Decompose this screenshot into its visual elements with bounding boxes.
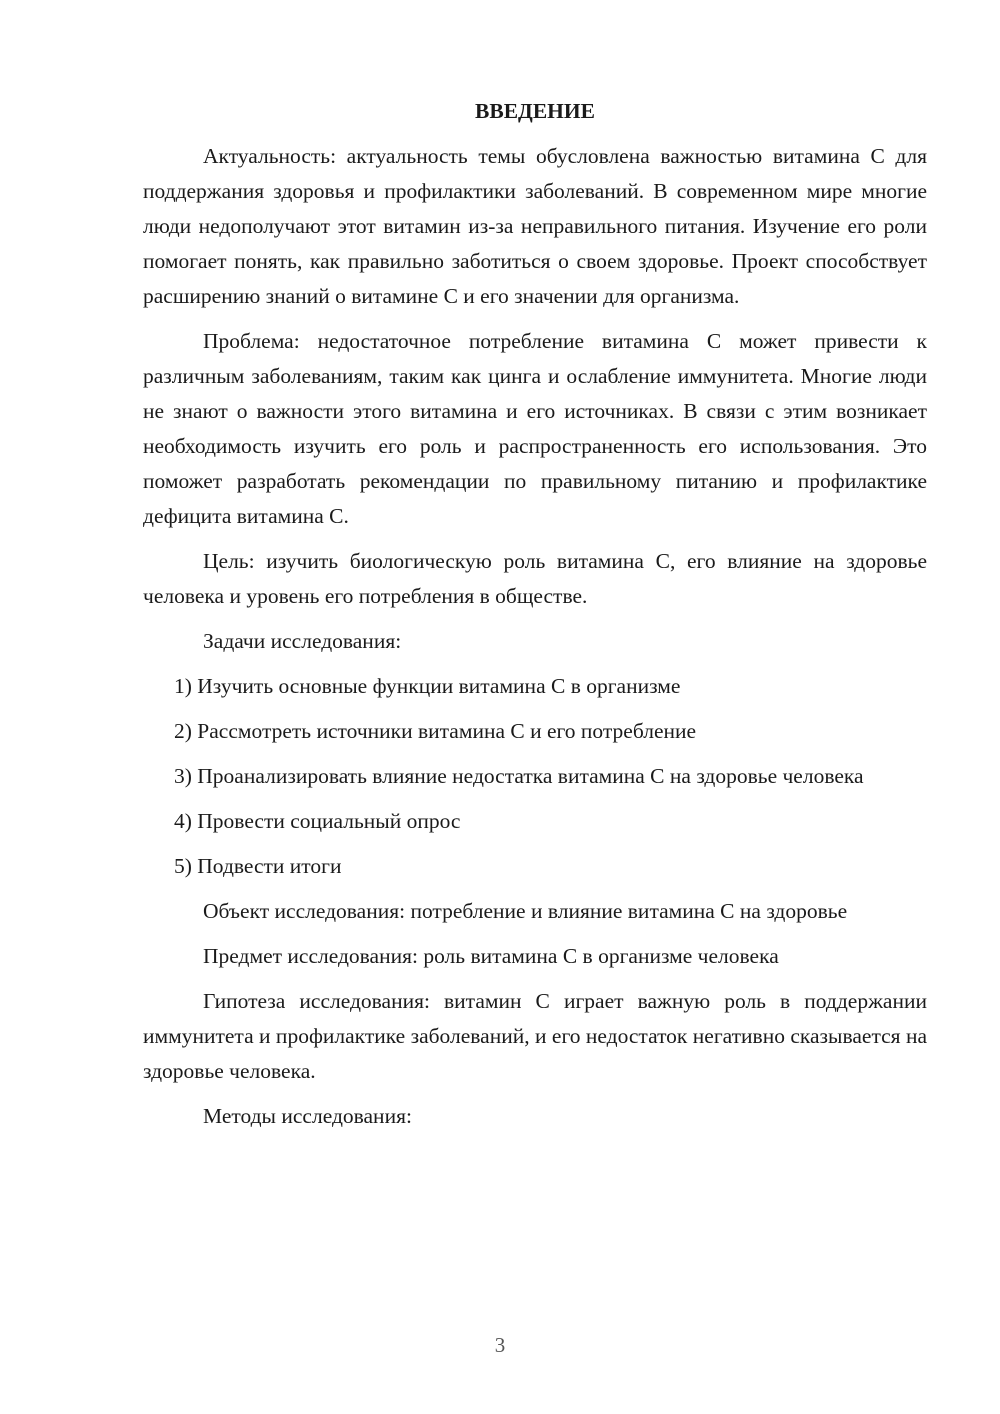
task-item-1: 1) Изучить основные функции витамина C в организме bbox=[174, 674, 681, 698]
task-item-2: 2) Рассмотреть источники витамина C и его потребление bbox=[174, 719, 697, 743]
problem-paragraph: Проблема: недостаточное потребление витамина C может привести к различным заболеваниям, таким как цинга и ослабление иммунитета. Многие люди не знают о важности этого витамина и его источниках. В связи с этим возникает необходимость изучить его роль и распространенность его использования. Это поможет разработать рекомендации по правильному питанию и профилактике дефицита витамина C. bbox=[143, 329, 927, 528]
page-number: 3 bbox=[494, 1333, 506, 1357]
hypothesis-paragraph: Гипотеза исследования: витамин C играет важную роль в поддержании иммунитета и профилактике заболеваний, и его недостаток негативно сказывается на здоровье человека. bbox=[143, 989, 927, 1083]
object-paragraph: Объект исследования: потребление и влияние витамина C на здоровье bbox=[203, 899, 848, 923]
goal-paragraph: Цель: изучить биологическую роль витамина C, его влияние на здоровье человека и уровень его потребления в обществе. bbox=[143, 549, 927, 608]
document-content bbox=[143, 92, 927, 1144]
task-item-3: 3) Проанализировать влияние недостатка витамина C на здоровье человека bbox=[174, 764, 864, 788]
methods-heading: Методы исследования: bbox=[203, 1104, 412, 1128]
relevance-paragraph: Актуальность: актуальность темы обусловлена важностью витамина C для поддержания здоровья и профилактики заболеваний. В современном мире многие люди недополучают этот витамин из-за неправильного питания. Изучение его роли помогает понять, как правильно заботиться о своем здоровье. Проект способствует расширению знаний о витамине C и его значении для организма. bbox=[143, 144, 927, 308]
tasks-heading: Задачи исследования: bbox=[203, 629, 402, 653]
task-item-5: 5) Подвести итоги bbox=[174, 854, 342, 878]
subject-paragraph: Предмет исследования: роль витамина C в организме человека bbox=[203, 944, 779, 968]
task-item-4: 4) Провести социальный опрос bbox=[174, 809, 461, 833]
section-title: ВВЕДЕНИЕ bbox=[475, 99, 595, 123]
